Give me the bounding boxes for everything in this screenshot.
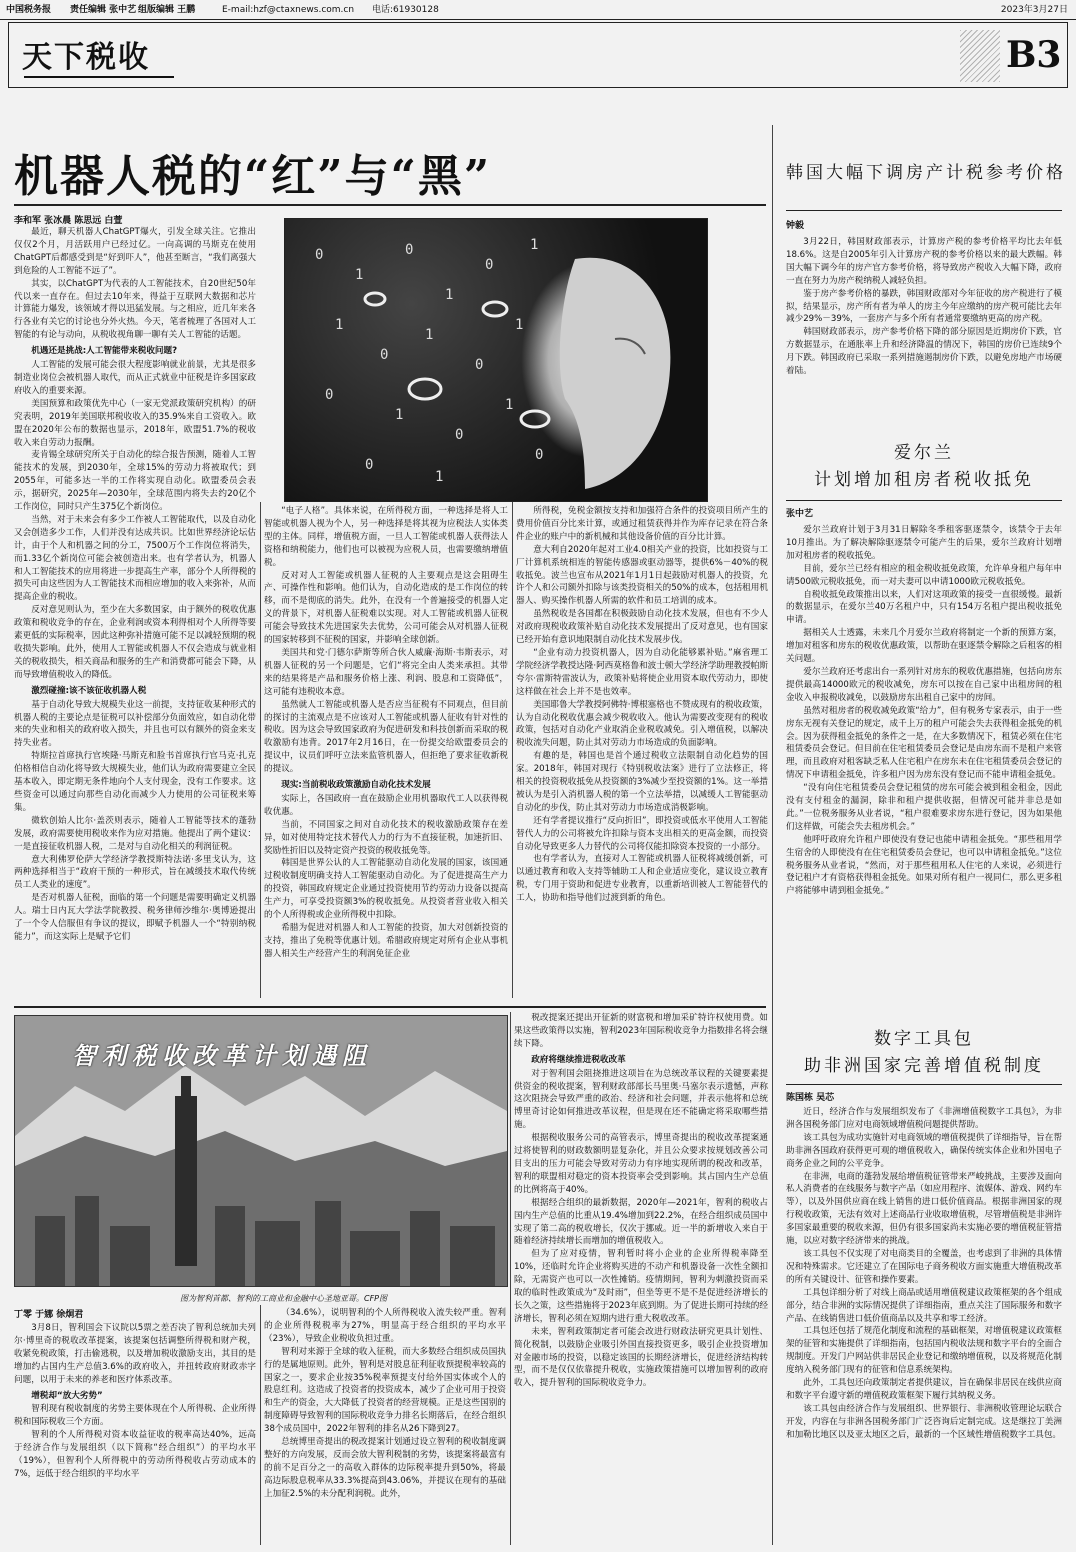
email[interactable]: E-mail:hzf@ctaxnews.com.cn bbox=[222, 5, 355, 15]
svg-text:0: 0 bbox=[380, 347, 389, 363]
main-column-3 bbox=[516, 505, 768, 1002]
paragraph: 反对意见则认为，至少在大多数国家，由于额外的税收优惠政策和税收竞争的存在，企业利润或资本利得相对个人所得等要素更低的实际税率，因此这种弥补措施可能不足以减轻预期的税收损失影响。此外，使用人工智能或机器人不仅会造成与就业相关的税收损失，相关商品和服务的生产和消费都可能会下降，从而导致增值税收入的降低。 bbox=[14, 605, 256, 680]
headline-rule bbox=[14, 204, 766, 206]
main-column-2 bbox=[264, 505, 508, 1002]
photo-caption: 图为智利首都、智利的工商业和金融中心圣地亚哥。CFP图 bbox=[180, 1294, 388, 1303]
side-rule bbox=[786, 500, 1062, 501]
paragraph: “企业有动力投资机器人，因为自动化能够累补贴。”麻省理工学院经济学教授达隆·阿西莫格鲁和波士顿大学经济学助理教授帕斯夸尔·雷斯特雷波认为，政策补贴将使企业用资本取代劳动力，即使这样做在社会上并不是也效率。 bbox=[516, 647, 768, 697]
paragraph: 实际上，各国政府一直在鼓励企业用机器取代工人以获得税收优惠。 bbox=[264, 793, 508, 817]
paragraph: 根据经合组织的最新数据，2020年—2021年，智利的税收占国内生产总值的比重从19.4%增加到22.2%，在经合组织成员国中实现了第二高的税收增长，仅次于挪威。近一半的新增收入来自于随着经济持续增长而增加的增值税收入。 bbox=[514, 1197, 768, 1247]
paragraph: 微软创始人比尔·盖茨则表示，随着人工智能等技术的蓬勃发展，政府需要使用税收来作为应对措施。他提出了两个建议：一是直接征收机器人税，二是对与自动化相关的利润征税。 bbox=[14, 815, 256, 852]
paragraph: 3月22日，韩国财政部表示，计算房产税的参考价格平均比去年低18.6%。这是自2005年引入计算房产税的参考价格以来的最大跌幅。韩国大幅下调今年的房产官方参考价格，将导致房产税收入大幅下降，政府一直在努力为房产税纳税人减轻负担。 bbox=[786, 237, 1062, 286]
paragraph: 鉴于房产参考价格的暴跌，韩国财政部对今年征收的房产税进行了模拟，结果显示，房产所有者为单人的房主今年应缴纳的房产税可能比去年减少29%－39%，一套房产与多个所有者通常要缴纳更高的房产税。 bbox=[786, 288, 1062, 325]
main-byline: 李和军 张冰晨 陈思远 白萱 bbox=[14, 216, 123, 226]
paragraph: 该工具包由经济合作与发展组织、世界银行、非洲税收管理论坛联合开发，内容在与非洲各国税务部门广泛咨询后定制完成。这是继拉丁美洲和加勒比地区以及亚太地区之后，最新的一个区域性增值税数字工具包。 bbox=[786, 1403, 1062, 1440]
svg-text:1: 1 bbox=[395, 407, 404, 423]
side-story-korea-body bbox=[786, 236, 1062, 406]
side-headline-line: 计划增加租房者税收抵免 bbox=[814, 470, 1034, 490]
paragraph: 美国耶鲁大学教授阿佛特·博根塞格也不赞成现有的税收政策，认为自动化税收优惠会减少税收收入。他认为需要改变现有的税收政策，包括对自动化产业取消企业税收减免。引入增值税，以解决税收流失问题，防止其对劳动力市场造成的负面影响。 bbox=[516, 699, 768, 749]
svg-text:1: 1 bbox=[335, 317, 344, 333]
column-rule bbox=[512, 502, 513, 998]
paper-name: 中国税务报 bbox=[6, 5, 52, 15]
paragraph: 自税收抵免政策推出以来，人们对这项政策的接受一直很缓慢。最新的数据显示，在爱尔兰40万名租户中，只有154万名租户提出税收抵免申请。 bbox=[786, 589, 1062, 626]
paragraph: 智利对来源于全球的收入征税，而大多数经合组织成员国执行的是属地原则。此外，智利是对股息征利征收预提税率较高的国家之一，要求企业按35%税率预提支付给外国实体或个人的股息红利。这造成了投资者的投资成本，减少了企业可用于投资和生产的资金，大大降低了投资者的经营规模。正是这些国别的制度障碍导致智利的国际税收竞争力排名长期落后，在经合组织38个成员国中，2022年智利的排名从26下降到27。 bbox=[264, 1346, 506, 1435]
paragraph: 据相关人士透露，未来几个月爱尔兰政府将制定一个新的预算方案，增加对租客和房东的税收优惠政策，以帮助在驱逐禁令解除之后租客的相关问题。 bbox=[786, 628, 1062, 665]
masthead-bar bbox=[0, 0, 1076, 20]
side-story-africa-body bbox=[786, 1106, 1062, 1546]
paragraph: 基于自动化导致大规模失业这一前提，支持征收某种形式的机器人税的主要论点是征税可以补偿部分负面效应，如自动化带来的失业和相关的政府收入损失，并且也可以有额外的资金来支持失业者。 bbox=[14, 699, 256, 749]
svg-text:0: 0 bbox=[365, 457, 374, 473]
paragraph: 爱尔兰政府还考虑出台一系列针对房东的税收优惠措施，包括向房东提供最高14000欧元的税收减免，房东可以按在自己家中出租房间的租金收入申报税收减免，以鼓励房东出租自己家中的房间。 bbox=[786, 666, 1062, 703]
paragraph: 在非洲，电商的蓬勃发展给增值税征管带来严峻挑战，主要涉及面向私人消费者的在线服务与数字产品（如应用程序、流媒体、游戏、网约车等），以及外国供应商在线上销售的进口低价值商品。根据非洲国家的现行税收政策，无法有效对上述商品行业收取增值税，尽管增值税是非洲许多国家最重要的税收来源，但仍有很多国家尚未实施必要的增值税征管措施，以应对数字经济带来的挑战。 bbox=[786, 1171, 1062, 1247]
paragraph: “电子人格”。具体来说，在所得税方面，一种选择是将人工智能或机器人视为个人，另一种选择是将其视为应税法人实体类型的主体。同样，增值税方面，一旦人工智能或机器人获得法人资格和纳税能力，他们也可以被视为应税人员，也需要缴纳增值税。 bbox=[264, 506, 508, 568]
svg-text:1: 1 bbox=[505, 397, 514, 413]
paragraph: 美国预算和政策优先中心（一家无党派政策研究机构）的研究表明，2019年美国联邦税收收入的35.9%来自工资收入。欧盟在2020年公布的数据也显示，2018年，欧盟51.7%的税收收入来自劳动力报酬。 bbox=[14, 398, 256, 448]
ai-head-image bbox=[284, 218, 708, 502]
paragraph: “没有向住宅租赁委员会登记租赁的房东可能会被到租金租金，因此没有支付租金的漏洞，除非和租户提供收据，但情况可能并非总是如此。”一位税务服务从业者说，“租户很难要求房东进行登记，因为如果他们这样做，可能会失去租房机会。” bbox=[786, 783, 1062, 832]
chile-column-2 bbox=[264, 1307, 506, 1545]
editor: 责任编辑 张中艺 bbox=[70, 5, 137, 15]
paragraph: 3月8日，智利国会下议院以5票之差否决了智利总统加夫列尔·博里奇的税收改革提案，该提案包括调整所得税和财产税，收紧免税政策，打击偷逃税，以及增加税收激励支出，其目的是增加约占国内生产总值3.6%的政府收入，并扭转政府财政赤字问题，以用于未来的养老和医疗体系改革。 bbox=[14, 1323, 256, 1385]
decorative-hatch bbox=[960, 30, 1000, 82]
masthead-rule bbox=[0, 19, 1076, 20]
column-rule bbox=[260, 502, 261, 998]
paragraph: 韩国财政部表示，房产参考价格下降的部分原因是近期房价下跌，官方数据显示，在通胀率上升和经济降温的情况下，韩国的房价已连续9个月下跌。韩国政府已采取一系列措施遏制房价下跌，以避免房地产市场硬着陆。 bbox=[786, 327, 1062, 377]
section-title: 天下税收 bbox=[22, 40, 150, 75]
paragraph: 虽然对租房者的税收减免政策“给力”，但有税务专家表示，由于一些房东无视有关登记的规定，成千上万的租户可能会失去获得租金抵免的机会。因为获得租金抵免的条件之一是，在大多数情况下，租赁必须在住宅租赁委员会登记。但目前在住宅租赁委员会登记是由房东而不是租户来管理，而且政府对租客缺乏私人住宅租户在房东未在住宅租赁委员会登记的情况下申请租金抵免，许多租户因为房东没有登记而不能申请租金抵免。 bbox=[786, 705, 1062, 781]
paragraph: 根据税收服务公司的高管表示，博里奇提出的税收改革提案通过将使智利的财政数额明显复杂化，并且公众要求按规划改善公司目支出的压力可能会导致对劳动力有序地实现所谓的税改和改革，智利的联盟相对稳定的资本投资率会受到影响。其占国内生产总值的比例将高于40%。 bbox=[514, 1133, 768, 1195]
svg-text:1: 1 bbox=[425, 327, 434, 343]
side-story-ireland-title bbox=[786, 440, 1062, 494]
paragraph: 最近，聊天机器人ChatGPT爆火，引发全球关注。它推出仅仅2个月，月活跃用户已经过亿。一向高调的马斯克在使用ChatGPT后都感受到是“好到吓人”，他甚至断言，“我们离强大到危险的人工智能不远了”。 bbox=[14, 227, 256, 276]
paragraph: 智利的个人所得税对资本收益征收的税率高达40%，远高于经济合作与发展组织（以下简称“经合组织”）的平均水平（19%），但智利个人所得税中的劳动所得税收占劳动成本的7%，远低于经合组织的平均水平 bbox=[14, 1430, 256, 1479]
side-byline-korea: 钟毅 bbox=[786, 221, 805, 231]
layout-editor: 组版编辑 王鹏 bbox=[138, 5, 196, 15]
paragraph: 对于智利国会阻挠推进这项旨在为总统改革议程的关键要素提供资金的税收提案，智利财政部部长马里奥·马塞尔表示遗憾，声称这次阻挠会导致严重的政治、经济和社会问题，并表示他将和总统博里奇讨论如何推进改革议程，但是现在还不能确定将采取哪些措施。 bbox=[514, 1068, 768, 1131]
svg-text:0: 0 bbox=[315, 247, 324, 263]
paragraph: 当前，不同国家之间对自动化技术的税收激励政策存在差异，如对使用特定技术替代人力的行为不直接征税，加速折旧、奖励性折旧以及特定资产投资的税收抵免等。 bbox=[264, 819, 508, 856]
paragraph: 反对对人工智能或机器人征税的人主要观点是这会阻碍生产、可操作性和影响。他们认为，自动化造成的是工作岗位的转移，而不是彻底的消失。此外，在没有一个普遍接受的机器人定义的背景下，对机器人征税难以实现。对人工智能或机器人征税可能会导致技术先进国家失去优势，公司可能会从对机器人征税的国家转移到不征税的国家，并影响全球创新。 bbox=[264, 570, 508, 646]
paragraph: 总统博里奇提出的税改提案计划通过设立智利的税收制度调整好的方向发展，反而会放大智利税制的劣势，该提案将最富有的前不足百分之一的高收入群体的边际税率提升到50%，将最高边际股息税率从33.3%提高到43.06%，并提议在现有的基础上加征2.5%的未分配利润税。此外， bbox=[264, 1437, 506, 1499]
paragraph: （34.6%），说明智利的个人所得税收入流失较严重。智利的企业所得税税率为27%，明显高于经合组织的平均水平（23%），导致企业税收负担过重。 bbox=[264, 1308, 506, 1344]
side-headline-line: 助非洲国家完善增值税制度 bbox=[804, 1056, 1044, 1076]
subheading: 政府将继续推进税收改革 bbox=[531, 1054, 626, 1065]
subheading: 机遇还是挑战:人工智能带来税收问题? bbox=[31, 346, 178, 357]
paragraph: 爱尔兰政府计划于3月31日解除冬季租客驱逐禁令，该禁令于去年10月推出。为了解决解除驱逐禁令可能产生的后果，爱尔兰政府计划增加对租房者的税收抵免。 bbox=[786, 525, 1062, 561]
subheading: 增税却“放大劣势” bbox=[31, 1390, 103, 1401]
svg-text:0: 0 bbox=[325, 387, 334, 403]
svg-text:1: 1 bbox=[445, 287, 454, 303]
svg-text:0: 0 bbox=[455, 427, 464, 443]
paragraph: 工具包还包括了规范化制度和流程的基础框架，对增值税建议政策框架的征管和实施提供了详细指南，包括国内税收法规和数字平台的全面合规制度。开发门户网站供非居民企业登记和缴纳增值税，以及将规范化制度纳入税务部门现有的征管和信息系统架构。 bbox=[786, 1326, 1062, 1376]
chile-column-3-top bbox=[514, 1012, 768, 1389]
paragraph: 还有学者提议推行“反向折旧”，即投资或低水平使用人工智能替代人力的公司将被允许扣除与资本支出相关的更高金额，而投资自动化导致更多人力替代的公司将仅能扣除资本投资的一小部分。 bbox=[516, 815, 768, 852]
column-rule bbox=[260, 1305, 261, 1545]
side-byline-ireland: 张中艺 bbox=[786, 509, 814, 519]
paragraph: 美国共和党·门德尔萨斯等所合伙人威廉·海斯·韦斯表示，对机器人征税的另一个问题是，它们“将完全由人类来承担。其带来的结果将是产品和服务价格上涨、利润、股息和工资降低”，这可能有违税收本意。 bbox=[264, 647, 508, 697]
section-underline bbox=[24, 76, 174, 78]
paragraph: 麦肯锡全球研究所关于自动化的综合报告预测，随着人工智能技术的发展，到2030年，全球15%的劳动力将被取代；到2055年，可能多达一半的工作将实现自动化。欧盟委员会表示，据研究，2025年—2030年，全球范围内将失去约20亿个工作岗位，同时只产生375亿个新岗位。 bbox=[14, 450, 256, 513]
side-column-rule bbox=[772, 125, 773, 1545]
chile-headline: 智利税收改革计划遇阻 bbox=[72, 1041, 372, 1070]
svg-text:1: 1 bbox=[515, 317, 524, 333]
column-rule bbox=[510, 1012, 511, 1545]
paragraph: 智利现有税收制度的劣势主要体现在个人所得税、企业所得税和国际税收三个方面。 bbox=[14, 1404, 256, 1428]
paragraph: 他呼吁政府允许租户即使没有登记也能申请租金抵免。“那些租用学生宿舍的人即使没有在住宅租赁委员会登记，也可以申请租金抵免。”这位税务服务从业者说，“然而，对于那些租用私人住宅的人来说，必须进行登记租户才有资格获得租金抵免。如果对所有租户一视同仁，那么更多租户将能够申请到租金抵免。” bbox=[786, 834, 1062, 897]
side-story-ireland-body bbox=[786, 524, 1062, 1024]
side-rule bbox=[786, 210, 1062, 211]
paragraph: 虽然就人工智能或机器人是否应当征税有不同观点，但目前的探讨的主流观点是不应该对人工智能或机器人征收有针对性的税收。因为这会导致国家政府为促进研发和科技创新而采取的税收激励有违背。2017年2月16日，在一份提交给欧盟委员会的提议中，议员们呼吁立法来监管机器人，但拒绝了要求征收新税的提议。 bbox=[264, 699, 508, 775]
paragraph: 当然，对于未来会有多少工作被人工智能取代，以及自动化又会创造多少工作，人们并没有达成共识。比如世界经济论坛估计，由于个人和机器之间的分工，7500万个工作岗位将消失，而1.33亿个新岗位可能会被创造出来。也有学者认为，机器人和人工智能技术的应用将进一步提高生产率，部分个人所得税的损失可由这些因为人工智能技术而相应增加的收入来弥补，从而提高企业的税收。 bbox=[14, 514, 256, 603]
paragraph: 韩国是世界公认的人工智能驱动自动化发展的国家，该国通过税收制度明确支持人工智能驱动自动化。为了促进提高生产力的投资，韩国政府规定企业通过投资使用节约劳动力设备以提高生产力，可享受投资额3%的税收抵免。从投资者营业收入相关的个人所得税或企业所得税中扣除。 bbox=[264, 858, 508, 921]
side-byline-africa: 陈国栋 吴芯 bbox=[786, 1093, 835, 1103]
svg-text:1: 1 bbox=[355, 267, 364, 283]
side-headline-line: 爱尔兰 bbox=[894, 443, 954, 463]
paragraph: 虽然税收是各国都在积极鼓励自动化技术发展，但也有不少人对政府现税收政策补贴自动化技术发展提出了反对意见，也有国家已经开始有意识地限制自动化技术发展步伐。 bbox=[516, 609, 768, 646]
paragraph: 有趣的是，韩国也是首个通过税收立法限制自动化趋势的国家。2018年，韩国对现行《特别税收法案》进行了立法修正，将相关的投资税收抵免从投资额的3%减少至投资额的1%。这一举措被认为是引入消机器人税的第一个立法举措，以减缓人工智能驱动自动化的步伐，防止其对劳动力市场造成消极影响。 bbox=[516, 751, 768, 813]
paragraph: 特斯拉首席执行官埃隆·马斯克和脸书首席执行官马克·扎克伯格相信自动化将导致大规模失业，他们认为政府需要建立全民基本收入，即定期无条件地向个人支付现金，没有工作要求。这些资金可以通过向那些自动化而减少人力使用的公司征税来筹集。 bbox=[14, 751, 256, 813]
paragraph: 近日，经济合作与发展组织发布了《非洲增值税数字工具包》，为非洲各国税务部门应对电商领域增值税问题提供帮助。 bbox=[786, 1107, 1062, 1130]
paragraph: 目前，爱尔兰已经有相应的租金税收抵免政策，允许单身租户每年申请500欧元税收抵免，而一对夫妻可以申请1000欧元税收抵免。 bbox=[786, 563, 1062, 587]
page-number: B3 bbox=[1006, 34, 1062, 76]
svg-text:0: 0 bbox=[475, 357, 484, 373]
svg-text:1: 1 bbox=[435, 469, 444, 485]
side-headline-line: 韩国大幅下调房产计税参考价格 bbox=[786, 163, 1066, 183]
side-rule bbox=[786, 1084, 1062, 1085]
paragraph: 意大利佛罗伦萨大学经济学教授斯特法诺·多里戈认为，这两种选择相当于“政府干预的一种形式，旨在减缓技术取代传统员工人类业的速度”。 bbox=[14, 854, 256, 891]
svg-text:0: 0 bbox=[405, 242, 414, 258]
paragraph: 人工智能的发展可能会很大程度影响就业前景，尤其是很多制造业岗位会被机器人取代，而从正式就业中征税是许多国家政府收入的重要来源。 bbox=[14, 360, 256, 396]
paragraph: 但为了应对疫情，智利暂时将小企业的企业所得税率降至10%，还临时允许企业将购买进的不动产和机器设备一次性全额扣除，无需资产也可以一次性摊销。疫情期间，智利为刺激投资而采取的临时性政策成为“及时雨”，但坐等更不是不是促进经济增长的长久之策，这些措施将于2023年底到期。为了促进长期可持续的经济增长，智利必须在短期内进行重大税收改革。 bbox=[514, 1249, 768, 1324]
phone: 电话:61930128 bbox=[372, 5, 439, 15]
paragraph: 也有学者认为，直接对人工智能或机器人征税将减缓创新，可以通过教育和收入支持等辅助工人和企业适应变化，建议设立教育税，专门用于资助和促进专业教育，以重新培训被人工智能替代的工人，协助和指导他们过渡到新的角色。 bbox=[516, 854, 768, 904]
paragraph: 希腊为促进对机器人和人工智能的投资，加大对创新投资的支持，推出了免税等优惠计划。希腊政府规定对所有企业从事机器人相关生产经营产生的利润免征企业 bbox=[264, 923, 508, 959]
paragraph: 所得税，免税金额按支持和加强符合条件的投资项目所产生的费用价值百分比来计算，或通过租赁获得并作为库存记录在符合条件企业的账户中的新机械和其他设备价值的百分比计算。 bbox=[516, 506, 768, 542]
section-header bbox=[8, 22, 1068, 88]
paragraph: 工具包详细分析了对线上商品或适用增值税建议政策框架的各个组成部分，结合非洲的实际情况提供了详细指南，重点关注了国际服务和数字产品、在线销售进口低价值商品以及共享和零工经济。 bbox=[786, 1287, 1062, 1324]
paragraph: 是否对机器人征税，面临的第一个问题是需要明确定义机器人。瑞士日内瓦大学法学院教授、税务律师沙维尔·奥博逊提出了一个令人信服但有争议的提议，即赋予机器人一个“特别纳税能力”，而这实际上是赋予它们 bbox=[14, 893, 256, 942]
paragraph: 未来，智利政策制定者可能会改进行财政法研究更具计划性、简化税制，以鼓励企业吸引外国直接投资更多，吸引企业投资增加对金融市场的投资，以稳定该国的长期经济增长，促进经济结构转型，而不是仅仅依靠提升税收，实施政策措施可以增加智利的政府收入，提升智利的国际税收竞争力。 bbox=[514, 1326, 768, 1389]
side-story-africa-title bbox=[786, 1026, 1062, 1080]
subheading: 现实:当前税收政策激励自动化技术发展 bbox=[281, 780, 431, 791]
subheading: 激烈碰撞:该不该征收机器人税 bbox=[31, 685, 147, 696]
paragraph: 该工具包为成功实施针对电商领域的增值税提供了详细指导，旨在帮助非洲各国政府获得更可观的增值税收入，确保传统实体企业和外国电子商务企业之间的公平竞争。 bbox=[786, 1132, 1062, 1169]
issue-date: 2023年3月27日 bbox=[1000, 5, 1068, 15]
svg-text:1: 1 bbox=[530, 237, 539, 253]
svg-text:0: 0 bbox=[485, 257, 494, 273]
main-headline: 机器人税的“红”与“黑” bbox=[14, 151, 492, 202]
side-story-korea-title bbox=[786, 160, 1066, 187]
chile-byline: 丁零 于娜 徐炯君 bbox=[14, 1310, 84, 1320]
main-column-1 bbox=[14, 226, 256, 1002]
paragraph: 税改提案还提出开征新的财富税和增加采矿特许权使用费。如果这些政策得以实施，智利2023年国际税收竞争力指数排名将会继续下降。 bbox=[514, 1013, 768, 1049]
story-separator bbox=[14, 1006, 766, 1008]
paragraph: 意大利自2020年起对工业4.0相关产业的投资，比如投资与工厂计算机系统相连的智能传感器或驱动器等，提供6%－40%的税收抵免。波兰也宣布从2021年1月1日起鼓励对机器人的投资，允许个人和公司额外扣除与该类投资相关的50%的成本，包括租用机器人、购买操作机器人所需的软件和员工培训的成本。 bbox=[516, 544, 768, 607]
side-headline-line: 数字工具包 bbox=[874, 1029, 974, 1049]
paragraph: 此外，工具包还向政策制定者提供建议，旨在确保非居民在线供应商和数字平台遵守新的增值税政策框架下履行其纳税义务。 bbox=[786, 1378, 1062, 1401]
paragraph: 该工具包不仅实现了对电商类目的全覆盖，也考虑到了非洲的具体情况和特殊需求。它还建立了在国际电子商务税收方面实施重大增值税改革的所有关键设计、征管和操作要素。 bbox=[786, 1248, 1062, 1285]
svg-text:0: 0 bbox=[535, 447, 544, 463]
chile-column-1 bbox=[14, 1322, 256, 1545]
paragraph: 其实，以ChatGPT为代表的人工智能技术，自20世纪50年代以来一直存在。但过去10年来，得益于互联网大数据和芯片计算能力爆发，该领域才得以迅猛发展。与之相应，近几年来各行各业有关它的讨论也分外火热。今天，笔者梳理了各国对人工智能的有论与动向，从税收视角聊一聊有关人工智能的话题。 bbox=[14, 278, 256, 341]
